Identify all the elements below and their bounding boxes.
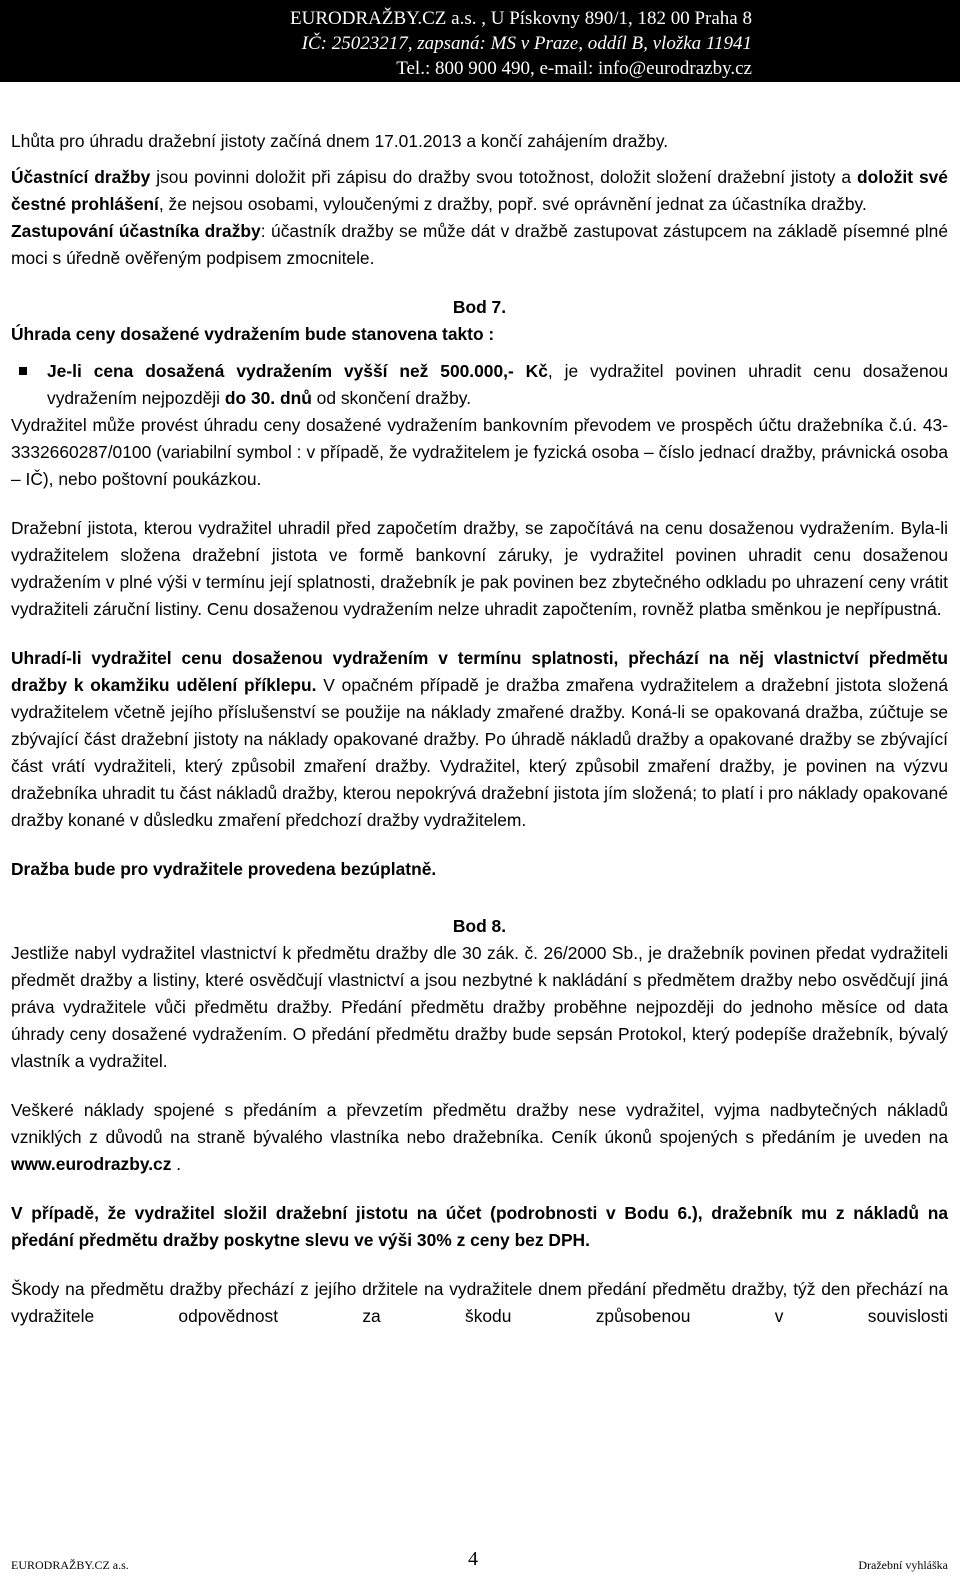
deposit-deadline: Lhůta pro úhradu dražební jistoty začíná dnem 17.01.2013 a končí zahájením dražby. xyxy=(11,131,669,151)
bullet-square-icon xyxy=(19,367,27,375)
registration-line: IČ: 25023217, zapsaná: MS v Praze, oddíl B, vložka 11941 xyxy=(301,33,752,54)
letterhead xyxy=(0,0,960,82)
deposit-credit-paragraph: Dražební jistota, kterou vydražitel uhradil před započetím dražby, se započítává na cenu dosaženou vydražením. Byla-li vydražitelem složena dražební jistota ve formě bankovní záruky, je vydražitel povinen uhradit cenu dosaženou vydražením v plné výši v termínu její splatnosti, dražebník je pak povinen bez zbytečného odkladu po uhrazení ceny vrátit vydražiteli záruční listiny. Cenu dosaženou vydražením nelze uhradit započtením, rovněž platba směnkou je nepřípustná. xyxy=(11,518,948,619)
page-footer xyxy=(0,1548,960,1581)
section-8-title: Bod 8. xyxy=(452,916,507,936)
ownership-transfer-paragraph: Uhradí-li vydražitel cenu dosaženou vydražením v termínu splatnosti, přechází na něj vlastnictví předmětu dražby k okamžiku udělení příklepu. V opačném případě je dražba zmařena vydražitelem a dražební jistota složená vydražitelem včetně jejího příslušenství se použije na náklady zmařené dražby. Koná-li se opakovaná dražba, zúčtuje se zbývající část dražební jistoty na náklady opakované dražby. Po úhradě nákladů dražby a opakované dražby se zbývající část vrátí vydražiteli, který způsobil zmaření dražby. Vydražitel, který způsobil zmaření dražby, je povinen na výzvu dražebníka uhradit tu část nákladů dražby, kterou nepokrývá dražební jistota jím složená; to platí i pro náklady opakované dražby konané v důsledku zmaření předchozí dražby vydražitelem. xyxy=(11,648,948,830)
payment-bullet: Je-li cena dosažená vydražením vyšší než 500.000,- Kč, je vydražitel povinen uhradit cenu dosaženou vydražením nejpozději do 30. dnů od skončení dražby. xyxy=(11,358,948,412)
discount-paragraph: V případě, že vydražitel složil dražební jistotu na účet (podrobnosti v Bodu 6.), dražebník mu z nákladů na předání předmětu dražby poskytne slevu ve výši 30% z ceny bez DPH. xyxy=(11,1203,948,1250)
free-of-charge-statement: Dražba bude pro vydražitele provedena bezúplatně. xyxy=(11,859,437,879)
handover-costs-paragraph: Veškeré náklady spojené s předáním a převzetím předmětu dražby nese vydražitel, vyjma nadbytečných nákladů vzniklých z důvodů na straně bývalého vlastníka nebo dražebníka. Ceník úkonů spojených s předáním je uveden na www.eurodrazby.cz . xyxy=(11,1100,948,1174)
bank-transfer-paragraph: Vydražitel může provést úhradu ceny dosažené vydražením bankovním převodem ve prospěch účtu dražebníka č.ú. 43-3332660287/0100 (variabilní symbol : v případě, že vydražitelem je fyzická osoba – číslo jednací dražby, právnická osoba – IČ), nebo poštovní poukázkou. xyxy=(11,415,948,489)
representation-label: Zastupování účastníka dražby xyxy=(11,221,261,241)
representation-paragraph: Zastupování účastníka dražby: účastník dražby se může dát v dražbě zastupovat zástupcem na základě písemné plné moci s úředně ověřeným podpisem zmocnitele. xyxy=(11,221,949,268)
damage-paragraph: Škody na předmětu dražby přechází z jejího držitele na vydražitele dnem předání předmětu dražby, týž den přechází na vydražitele odpovědnost za škodu způsobenou v souvislosti xyxy=(11,1279,948,1326)
handover-paragraph: Jestliže nabyl vydražitel vlastnictví k předmětu dražby dle 30 zák. č. 26/2000 Sb., je dražebník povinen předat vydražiteli předmět dražby a listiny, které osvědčují vlastnictví a jsou nezbytné k nakládání s předmětem dražby nebo osvědčují jiná práva vydražitele vůči předmětu dražby. Předání předmětu dražby proběhne nejpozději do jednoho měsíce od data úhrady ceny dosažené vydražením. O předání předmětu dražby bude sepsán Protokol, který podepíše dražebník, bývalý vlastník a vydražitel. xyxy=(11,943,948,1071)
declaration-label: doložit své čestné prohlášení xyxy=(11,167,948,214)
participants-paragraph: Účastnící dražby jsou povinni doložit při zápisu do dražby svou totožnost, doložit složení dražební jistoty a doložit své čestné prohlášení, že nejsou osobami, vyloučenými z dražby, popř. své oprávnění jednat za účastníka dražby. xyxy=(11,167,948,214)
company-line: EURODRAŽBY.CZ a.s. , U Pískovny 890/1, 182 00 Praha 8 xyxy=(290,8,752,29)
footer-company: EURODRAŽBY.CZ a.s. xyxy=(11,1558,129,1572)
participants-label: Účastnící dražby xyxy=(11,167,151,187)
section-7-subtitle: Úhrada ceny dosažené vydražením bude stanovena takto : xyxy=(11,324,495,344)
footer-document-title: Dražební vyhláška xyxy=(858,1558,948,1572)
section-7-title: Bod 7. xyxy=(452,297,507,317)
website-link[interactable]: www.eurodrazby.cz xyxy=(11,1154,172,1174)
page-number: 4 xyxy=(468,1548,478,1570)
contact-line: Tel.: 800 900 490, e-mail: info@eurodrazby.cz xyxy=(396,58,752,79)
document-body xyxy=(0,128,960,1541)
